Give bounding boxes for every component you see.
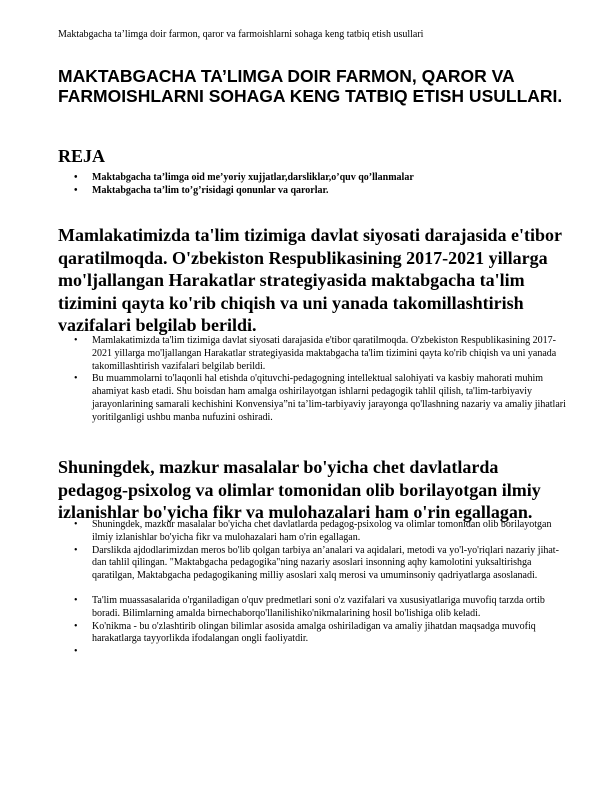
- section-1-heading: Mamlakatimizda ta'lim tizimiga davlat siyosati darajasida e'tibor qaratilmoqda. O'zbekiston Respublikasining 2017-2021 yillarga mo'ljallangan Harakatlar strategiyasida maktabgacha ta'lim tizimini qayta ko'rib chiqish va uni yanada takomillashtirish vazifalari belgilab berildi.: [58, 225, 562, 335]
- list-item: • Ko'nikma - bu o'zlashtirib olingan bilimlar asosida amalga oshiriladigan va amaliy jihatdan maqsadga muvofiq harakatlarga tayyorlikda ifodalangan ongli faoliyatdir.: [58, 621, 568, 647]
- empty-list-item: [58, 646, 568, 659]
- reja-item: • Maktabgacha ta’limga oid me’yoriy xujjatlar,darsliklar,o’quv qo’llanmalar: [58, 171, 568, 184]
- reja-list: [58, 171, 568, 197]
- reja-item: • Maktabgacha ta’lim to’g’risidagi qonunlar va qarorlar.: [58, 184, 568, 197]
- list-item: • Ta'lim muassasalarida o'rganiladigan o'quv predmetlari soni o'z vazifalari va xususiyatlariga muvofiq tarzda ortib boradi. Bilimlarning amalda birnechaborqo'llanilishiko'nikmalarining hosil bo'lishiga olib keladi.: [58, 595, 568, 621]
- list-item: • Darslikda ajdodlarimizdan meros bo'lib qolgan tarbiya an’analari va aqidalari, metodi va yo'l-yo'riqlari nazariy jihat- dan tahlil qilingan. "Maktabgacha pedagogika"ning nazariy asoslari insonning aqhy kamolotini yuksaltirishga qaratilgan, Maktabgacha pedagogikaning milliy asoslari xalq merosi va umuminsoniy qadriyatlarga asoslanadi.: [58, 545, 568, 583]
- list-item: • Shuningdek, mazkur masalalar bo'yicha chet davlatlarda pedagog-psixolog va olimlar tomonidan olib borilayotgan ilmiy izlanishlar bo'yicha fikr va mulohazalari ham o'rin egallagan.: [58, 519, 568, 545]
- list-item: • Mamlakatimizda ta'lim tizimiga davlat siyosati darajasida e'tibor qaratilmoqda. O'zbekiston Respublikasining 2017-2021 yillarga mo'ljallangan Harakatlar strategiyasida maktabgacha ta'lim tizimini qayta ko'rib chiqish va uni yanada takomillashtirish vazifalari belgilab berildi.: [58, 335, 568, 373]
- section-2-heading: Shuningdek, mazkur masalalar bo'yicha chet davlatlarda pedagog-psixolog va olimlar tomonidan olib borilayotgan ilmiy izlanishlar bo'yicha fikr va mulohazalari ham o'rin egallagan.: [58, 457, 541, 522]
- running-header: Maktabgacha ta’limga doir farmon, qaror va farmoishlarni sohaga keng tatbiq etish usullari: [58, 29, 424, 40]
- reja-heading: REJA: [58, 146, 106, 166]
- section-1-list: [58, 335, 568, 425]
- section-2-list: [58, 519, 568, 659]
- list-item: • Bu muammolarni to'laqonli hal etishda o'qituvchi-pedagogning intellektual salohiyati va kasbiy mahorati muhim ahamiyat kasb etadi. Shu boisdan ham amalga oshirilayotgan ishlarni pedagogik tahlil qilish, ta'lim-tarbiyaviy jarayonlarining samarali kechishini Konvensiya”ni ta’lim-tarbiyaviy jarayonga qo'llashning nazariy va amaliy jihatlari yoritilganligi ushbu manba nufuzini oshiradi.: [58, 373, 568, 424]
- page-title: MAKTABGACHA TA’LIMGA DOIR FARMON, QAROR VA FARMOISHLARNI SOHAGA KENG TATBIQ ETISH USULLARI.: [58, 66, 563, 106]
